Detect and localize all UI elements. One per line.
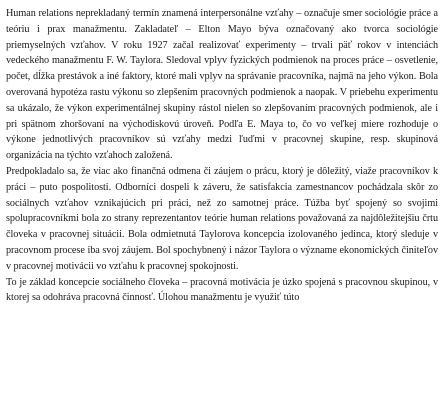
paragraph-satisfaction: Predpokladalo sa, že viac ako finančná odmena či záujem o prácu, ktorý je dôležitý, viaže pracovníkov k práci – puto pospolitosti. Odborníci dospeli k záveru, že satisfakcia zamestnancov pochádzala skôr zo sociálnych vzťahov vznikajúcich pri práci, než zo samotnej práce. Túžba byť spojený so svojimi spolupracovníkmi bola zo strany reprezentantov teórie human relations považovaná za najdôležitejšiu črtu človeka v pracovnej situácii. Bola odmietnutá Taylorova koncepcia izolovaného jedinca, ktorý sleduje v pracovnom procese iba svoj záujem. Bol spochybnený i názor Taylora o význame ekonomických činiteľov v pracovnej motivácii vo vzťahu k pracovnej spokojnosti. xyxy=(6,165,438,272)
paragraph-human-relations: Human relations neprekladaný termín znamená interpersonálne vzťahy – označuje smer sociológie práce a teóriu i prax manažmentu. Zakladateľ – Elton Mayo býva označovaný ako tvorca sociológie priemyselných vzťahov. V roku 1927 začal realizovať experimenty – trvali päť rokov v intenciách vedeckého manažmentu F. W. Taylora. Sledoval vplyv fyzických podmienok na proces práce – osvetlenie, počet, dĺžka prestávok a iné faktory, ktoré mali vplyv na správanie pracovníka, najmä na jeho výkon. Bola overovaná hypotéza rastu výkonu so zlepšením pracovných podmienok a naopak. V priebehu experimentu sa ukázalo, že výkon experimentálnej skupiny rástol nielen so zlepšovaním pracovných podmienok, ale i pri spätnom zhoršovaní na východiskovú úroveň. Podľa E. Maya to, čo vo veľkej miere rozhoduje o výkone jednotlivých pracovníkov sú vzťahy medzi ľuďmi v pracovnej skupine, resp. skupinová organizácia na týchto vzťahoch založená. xyxy=(6,8,438,162)
paragraph-social-man: To je základ koncepcie sociálneho človeka – pracovná motivácia je úzko spojená s pracovnou skupinou, v ktorej sa odohráva pracovná činnosť. Úlohou manažmentu je využiť túto xyxy=(6,276,438,304)
document-body xyxy=(6,6,438,306)
